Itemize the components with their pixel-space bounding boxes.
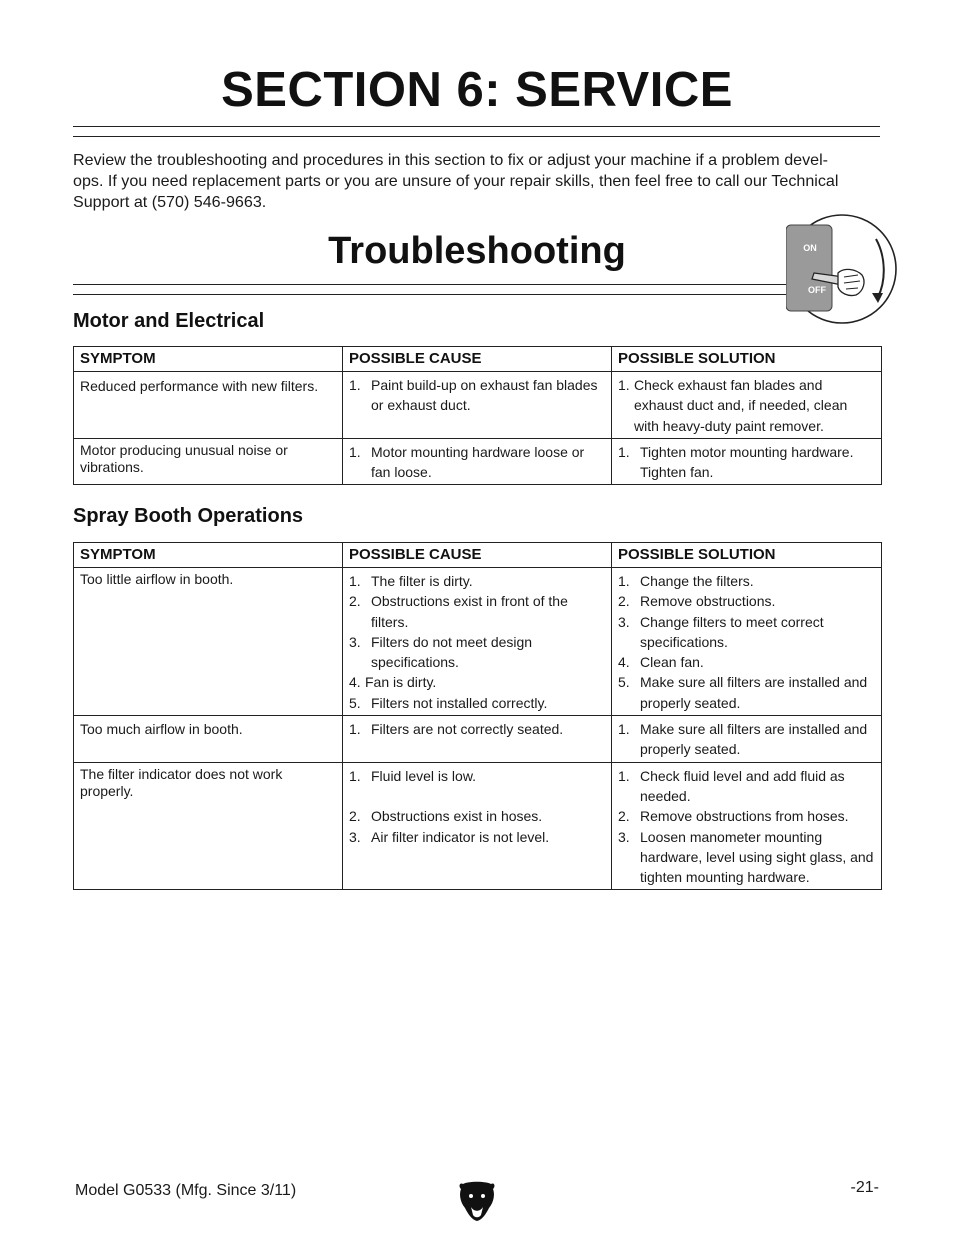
- list-item: [349, 693, 605, 713]
- list-number: 5.: [349, 694, 361, 711]
- page-number: -21-: [850, 1179, 879, 1196]
- intro-line: ops. If you need replacement parts or you are unsure of your repair skills, then feel free to call our Technical: [73, 172, 839, 190]
- list-number: 1.: [349, 767, 361, 784]
- cause-cell: [343, 568, 612, 716]
- header-possible-cause: POSSIBLE CAUSE: [343, 347, 612, 372]
- intro-line: Support at (570) 546-9663.: [73, 193, 267, 211]
- list-spacer: [349, 786, 605, 806]
- title-rule-top: [73, 126, 880, 127]
- list-number: 1.: [618, 573, 630, 589]
- list-number: 3.: [349, 633, 361, 650]
- list-text: Obstructions exist in front of the filters.: [371, 593, 568, 630]
- list-number: 1.: [349, 377, 361, 393]
- list-item: [349, 571, 605, 591]
- list-text: Filters do not meet design specifications.: [371, 633, 533, 671]
- header-possible-solution: POSSIBLE SOLUTION: [612, 347, 882, 372]
- list-item: [618, 442, 875, 483]
- list-text: Air filter indicator is not level.: [371, 828, 550, 845]
- list-text: Remove obstructions from hoses.: [640, 808, 849, 825]
- symptom-cell: Too much airflow in booth.: [74, 716, 343, 763]
- list-item: [618, 827, 875, 888]
- power-switch-icon: [786, 213, 898, 325]
- motor-troubleshooting-table: [73, 346, 882, 485]
- list-item: [349, 719, 605, 739]
- header-possible-cause: POSSIBLE CAUSE: [343, 543, 612, 568]
- table-header-row: [74, 347, 882, 372]
- symptom-cell: Too little airflow in booth.: [74, 568, 343, 716]
- spray-section-heading: Spray Booth Operations: [73, 505, 304, 527]
- solution-cell: [612, 762, 882, 890]
- list-text: Check fluid level and add fluid as needed.: [640, 767, 845, 804]
- cause-cell: [343, 716, 612, 763]
- footer-model: Model G0533 (Mfg. Since 3/11): [75, 1182, 297, 1199]
- list-number: 1.: [618, 721, 630, 738]
- solution-cell: [612, 372, 882, 439]
- header-symptom: SYMPTOM: [74, 347, 343, 372]
- list-text: Obstructions exist in hoses.: [371, 808, 543, 825]
- list-text: Fluid level is low.: [371, 767, 477, 784]
- list-text: Filters are not correctly seated.: [371, 721, 564, 738]
- list-item: [349, 672, 605, 692]
- spray-troubleshooting-table: [73, 542, 882, 890]
- list-text: Paint build-up on exhaust fan blades or exhaust duct.: [371, 377, 598, 414]
- list-item: [618, 591, 875, 611]
- list-number: 1.: [618, 443, 630, 460]
- list-text: Filters not installed correctly.: [371, 694, 548, 711]
- list-item: [618, 375, 875, 436]
- list-item: [618, 612, 875, 653]
- table-row: [74, 438, 882, 485]
- table-row: [74, 372, 882, 439]
- table-row: [74, 762, 882, 890]
- list-text: Motor mounting hardware loose or fan loose.: [371, 443, 585, 481]
- list-item: [618, 571, 875, 591]
- list-number: 3.: [618, 828, 630, 845]
- title-rule-bottom: [73, 136, 880, 137]
- list-number: 1.: [618, 377, 630, 393]
- table-row: [74, 568, 882, 716]
- table-header-row: [74, 543, 882, 568]
- header-possible-solution: POSSIBLE SOLUTION: [612, 543, 882, 568]
- list-number: 4.: [349, 674, 361, 691]
- list-item: [349, 827, 605, 847]
- list-item: [349, 632, 605, 673]
- list-item: [349, 591, 605, 632]
- list-text: Check exhaust fan blades and exhaust duct and, if needed, clean with heavy-duty paint remover.: [634, 377, 848, 434]
- solution-cell: [612, 716, 882, 763]
- list-text: Change filters to meet correct specifications.: [640, 613, 824, 650]
- symptom-cell: The filter indicator does not work properly.: [74, 762, 343, 890]
- list-number: 1.: [349, 443, 361, 460]
- list-text: The filter is dirty.: [371, 573, 473, 589]
- solution-cell: [612, 438, 882, 485]
- list-number: 2.: [349, 593, 361, 610]
- list-text: Tighten motor mounting hardware. Tighten fan.: [640, 443, 854, 481]
- cause-cell: [343, 438, 612, 485]
- cause-cell: [343, 372, 612, 439]
- list-item: [618, 766, 875, 807]
- table-row: [74, 716, 882, 763]
- list-number: 1.: [349, 721, 361, 738]
- list-item: [349, 766, 605, 786]
- list-text: Make sure all filters are installed and properly seated.: [640, 674, 868, 711]
- list-number: 1.: [349, 573, 361, 589]
- page-title: SECTION 6: SERVICE: [221, 63, 733, 117]
- list-item: [618, 806, 875, 826]
- list-item: [349, 806, 605, 826]
- list-item: [618, 719, 875, 760]
- subtitle-rule-bottom: [73, 294, 798, 295]
- list-item: [349, 442, 605, 483]
- intro-paragraph: [73, 150, 883, 213]
- subtitle-rule-top: [73, 284, 789, 285]
- switch-off-label: OFF: [808, 285, 826, 295]
- list-number: 2.: [349, 808, 361, 825]
- list-number: 5.: [618, 674, 630, 691]
- troubleshooting-title: Troubleshooting: [328, 230, 626, 272]
- header-symptom: SYMPTOM: [74, 543, 343, 568]
- symptom-cell: Motor producing unusual noise or vibrations.: [74, 438, 343, 485]
- list-number: 3.: [618, 613, 630, 630]
- list-number: 4.: [618, 654, 630, 671]
- list-item: [349, 375, 605, 416]
- list-number: 2.: [618, 593, 630, 610]
- list-text: Fan is dirty.: [365, 674, 437, 691]
- bear-logo-icon: [458, 1180, 496, 1222]
- list-text: Change the filters.: [640, 573, 754, 589]
- list-number: 3.: [349, 828, 361, 845]
- list-item: [618, 672, 875, 713]
- list-text: Clean fan.: [640, 654, 704, 671]
- cause-cell: [343, 762, 612, 890]
- list-item: [618, 652, 875, 672]
- list-number: 2.: [618, 808, 630, 825]
- switch-on-label: ON: [803, 243, 817, 253]
- solution-cell: [612, 568, 882, 716]
- motor-section-heading: Motor and Electrical: [73, 310, 265, 332]
- list-number: 1.: [618, 767, 630, 784]
- list-text: Loosen manometer mounting hardware, level using sight glass, and tighten mounting hardware.: [640, 828, 874, 886]
- intro-line: Review the troubleshooting and procedures in this section to fix or adjust your machine if a problem devel-: [73, 151, 829, 169]
- symptom-cell: Reduced performance with new filters.: [74, 372, 343, 439]
- list-text: Make sure all filters are installed and properly seated.: [640, 721, 868, 758]
- list-text: Remove obstructions.: [640, 593, 776, 610]
